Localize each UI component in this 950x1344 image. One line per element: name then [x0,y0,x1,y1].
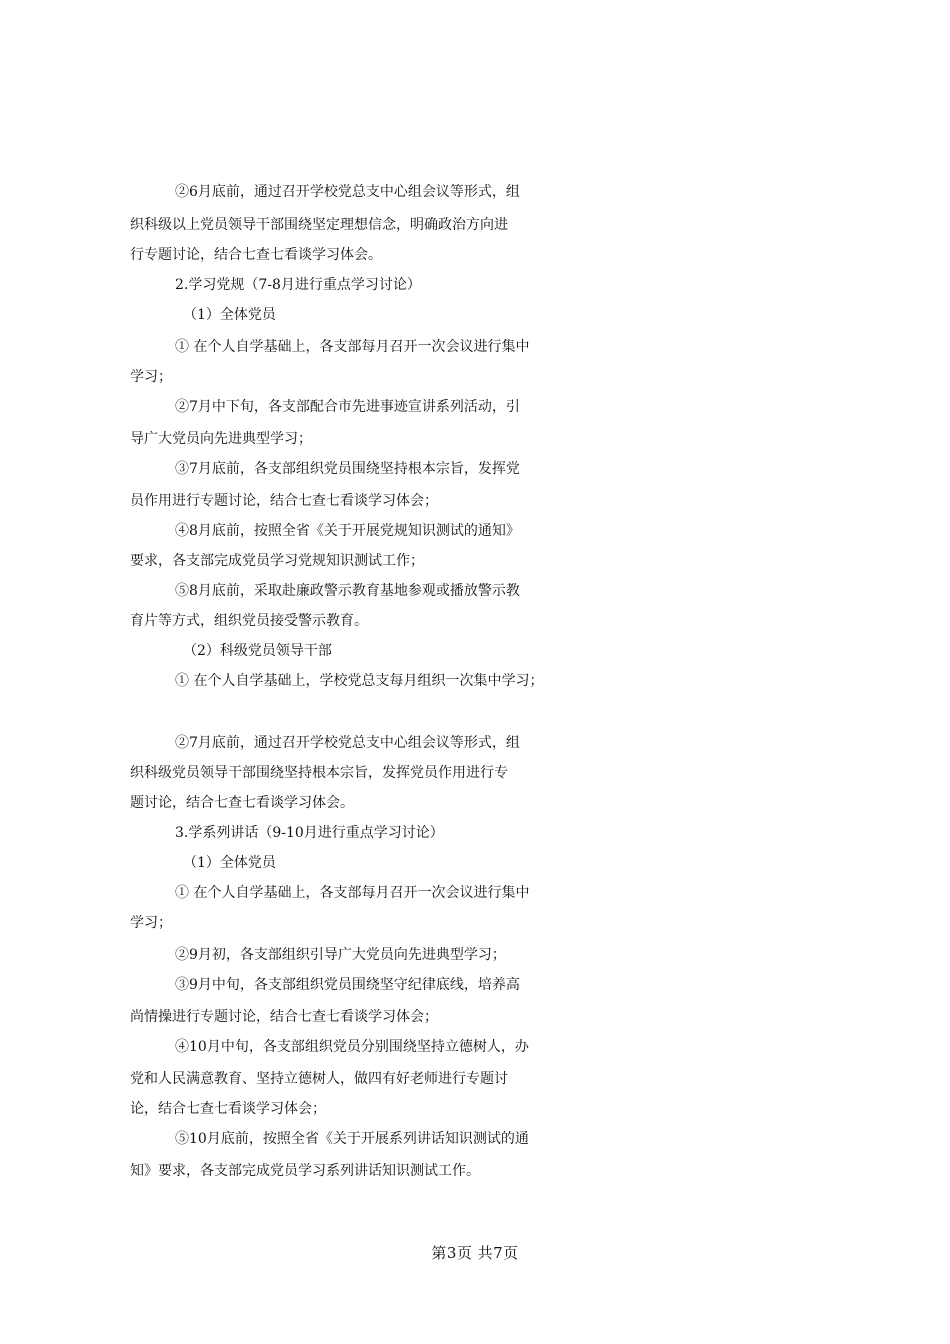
paragraph-line: 论，结合七查七看谈学习体会； [130,1101,326,1117]
paragraph-line: ④8月底前，按照全省《关于开展党规知识测试的通知》 [175,523,520,539]
paragraph-line: 导广大党员向先进典型学习； [130,431,312,447]
subsection-heading: （1）全体党员 [183,307,276,323]
paragraph-line: ③7月底前，各支部组织党员围绕坚持根本宗旨，发挥党 [175,461,520,477]
paragraph-line: ① 在个人自学基础上，各支部每月召开一次会议进行集中 [175,339,530,355]
section-heading: 3.学系列讲话（9-10月进行重点学习讨论） [175,825,444,841]
paragraph-line: 知》要求，各支部完成党员学习系列讲话知识测试工作。 [130,1163,480,1179]
paragraph-line: ⑤10月底前，按照全省《关于开展系列讲话知识测试的通 [175,1131,529,1147]
section-heading: 2.学习党规（7-8月进行重点学习讨论） [175,277,421,293]
paragraph-line: ②6月底前，通过召开学校党总支中心组会议等形式，组 [175,184,520,200]
paragraph-line: ②7月中下旬，各支部配合市先进事迹宣讲系列活动，引 [175,399,520,415]
paragraph-line: ① 在个人自学基础上，学校党总支每月组织一次集中学习； [175,673,544,689]
paragraph-line: 要求，各支部完成党员学习党规知识测试工作； [130,553,424,569]
paragraph-line: ③9月中旬，各支部组织党员围绕坚守纪律底线，培养高 [175,977,520,993]
paragraph-line: ②9月初，各支部组织引导广大党员向先进典型学习； [175,947,506,963]
paragraph-line: ⑤8月底前，采取赴廉政警示教育基地参观或播放警示教 [175,583,520,599]
paragraph-line: 学习； [130,369,172,385]
paragraph-line: 育片等方式，组织党员接受警示教育。 [130,613,368,629]
paragraph-line: ②7月底前，通过召开学校党总支中心组会议等形式，组 [175,735,520,751]
paragraph-line: 题讨论，结合七查七看谈学习体会。 [130,795,354,811]
paragraph-line: ④10月中旬，各支部组织党员分别围绕坚持立德树人，办 [175,1039,529,1055]
paragraph-line: 行专题讨论，结合七查七看谈学习体会。 [130,247,382,263]
subsection-heading: （2）科级党员领导干部 [183,643,332,659]
paragraph-line: 织科级党员领导干部围绕坚持根本宗旨，发挥党员作用进行专 [130,765,508,781]
paragraph-line: 尚情操进行专题讨论，结合七查七看谈学习体会； [130,1009,438,1025]
paragraph-line: 织科级以上党员领导干部围绕坚定理想信念，明确政治方向进 [130,217,508,233]
paragraph-line: 员作用进行专题讨论，结合七查七看谈学习体会； [130,493,438,509]
page-number-footer: 第3页 共7页 [431,1244,519,1262]
subsection-heading: （1）全体党员 [183,855,276,871]
paragraph-line: 党和人民满意教育、坚持立德树人，做四有好老师进行专题讨 [130,1071,508,1087]
paragraph-line: 学习； [130,915,172,931]
paragraph-line: ① 在个人自学基础上，各支部每月召开一次会议进行集中 [175,885,530,901]
